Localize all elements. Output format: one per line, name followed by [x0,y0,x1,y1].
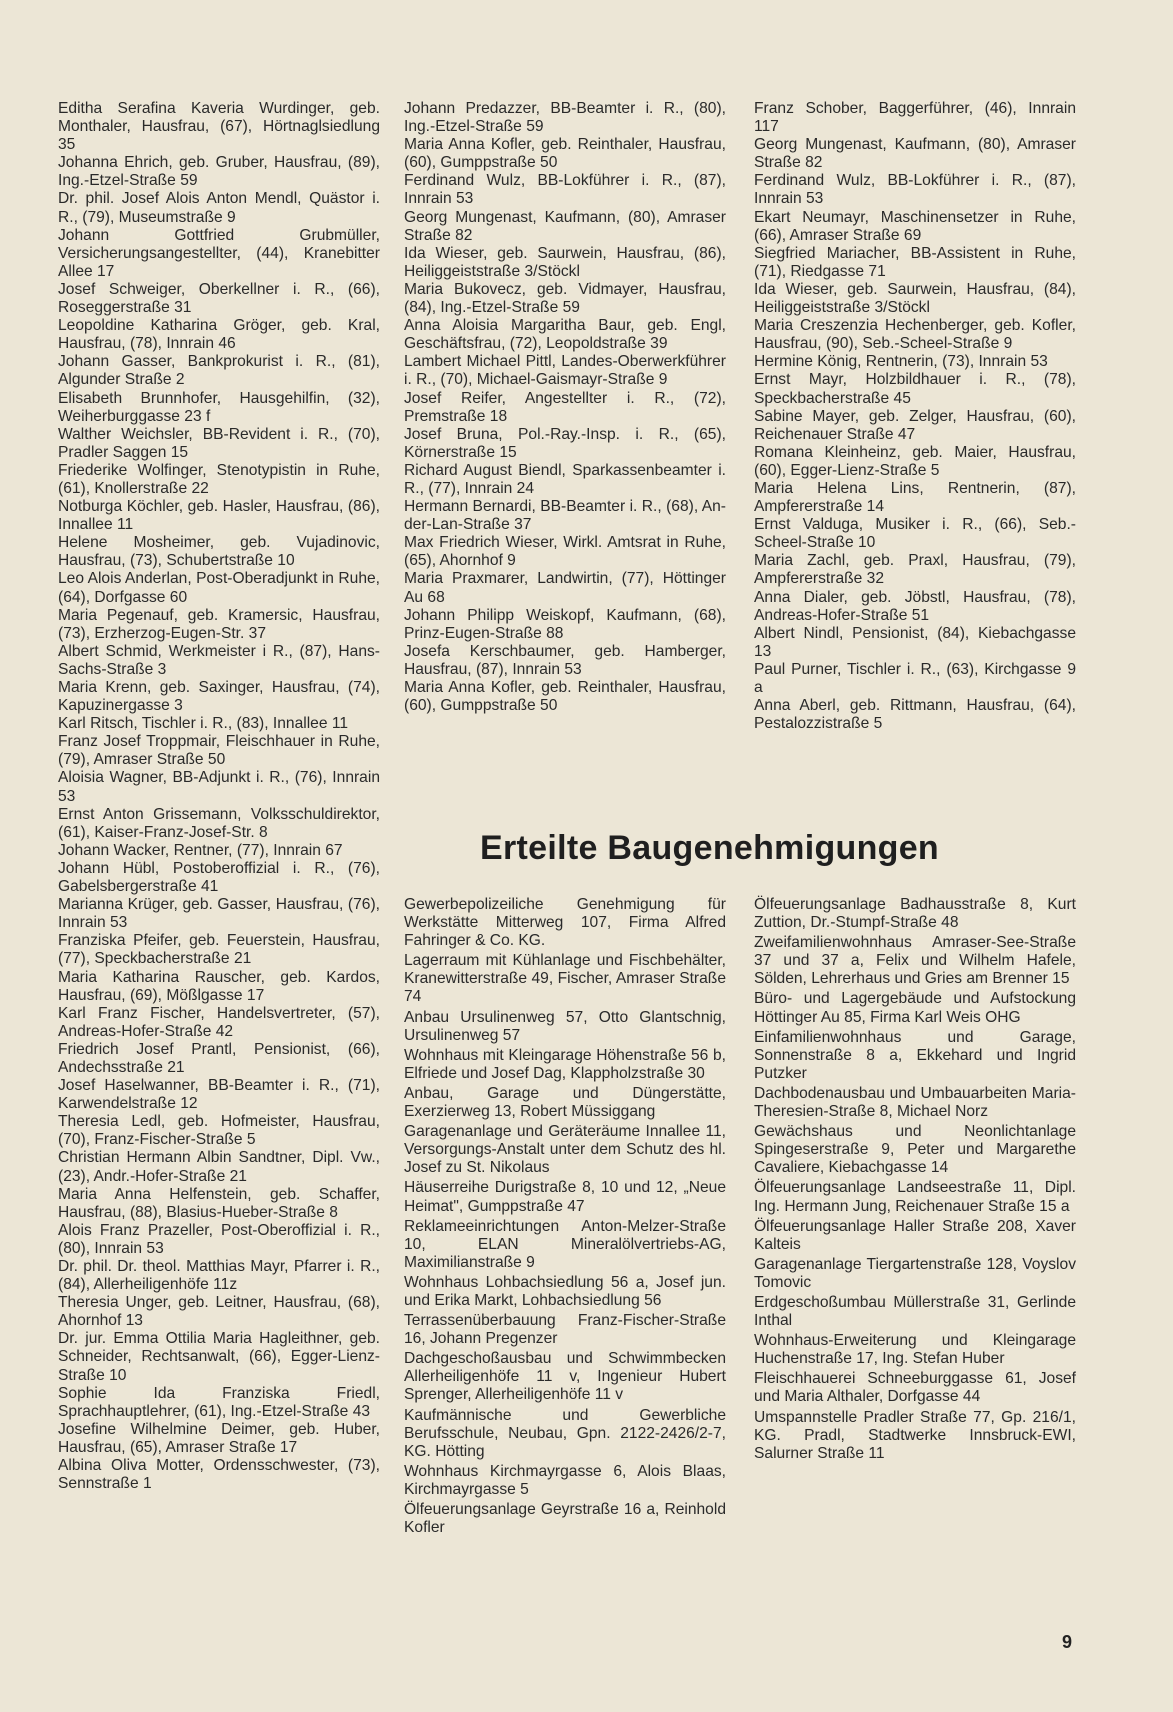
list-item: Max Friedrich Wieser, Wirkl. Amtsrat in Ruhe, (65), Ahornhof 9 [404,534,726,570]
list-item: Dachgeschoßausbau und Schwimmbecken Allerheiligenhöfe 11 v, Ingenieur Hubert Sprenger, Allerheiligenhöfe 11 v [404,1350,726,1404]
list-item: Fleischhauerei Schneeburggasse 61, Josef und Maria Althaler, Dorfgasse 44 [754,1370,1076,1406]
list-item: Anna Aloisia Margaritha Baur, geb. Engl, Geschäftsfrau, (72), Leopoldstraße 39 [404,317,726,353]
list-item: Karl Ritsch, Tischler i. R., (83), Innallee 11 [58,715,349,733]
list-item: Wohnhaus Lohbachsiedlung 56 a, Josef jun. und Erika Markt, Lohbachsiedlung 56 [404,1273,726,1309]
list-item: Kaufmännische und Gewerbliche Berufsschule, Neubau, Gpn. 2122-2426/2-7, KG. Hötting [404,1406,726,1460]
list-item: Josef Bruna, Pol.-Ray.-Insp. i. R., (65), Körnerstraße 15 [404,425,726,461]
list-item: Maria Creszenzia Hechenberger, geb. Kofler, Hausfrau, (90), Seb.-Scheel-Straße 9 [754,317,1076,353]
section-heading: Erteilte Baugenehmigungen [480,829,939,867]
list-item: Johanna Ehrich, geb. Gruber, Hausfrau, (89), Ing.-Etzel-Straße 59 [58,154,380,190]
list-item: Walther Weichsler, BB-Revident i. R., (70), Pradler Saggen 15 [58,425,380,461]
list-item: Josef Schweiger, Oberkellner i. R., (66), Roseggerstraße 31 [58,280,380,317]
building-permits-right [754,896,1076,1465]
list-item: Franziska Pfeifer, geb. Feuerstein, Hausfrau, (77), Speckbacherstraße 21 [58,932,380,968]
list-item: Sabine Mayer, geb. Zelger, Hausfrau, (60), Reichenauer Straße 47 [754,407,1076,443]
list-item: Garagenanlage Tiergartenstraße 128, Voyslov Tomovic [754,1255,1076,1291]
list-item: Siegfried Mariacher, BB-Assistent in Ruhe, (71), Riedgasse 71 [754,244,1076,280]
list-item: Leopoldine Katharina Gröger, geb. Kral, Hausfrau, (78), Innrain 46 [58,317,380,353]
list-item: Helene Mosheimer, geb. Vujadinovic, Hausfrau, (73), Schubertstraße 10 [58,534,380,570]
list-item: Dr. phil. Josef Alois Anton Mendl, Quästor i. R., (79), Museumstraße 9 [58,190,380,226]
list-item: Anbau Ursulinenweg 57, Otto Glantschnig, Ursulinenweg 57 [404,1008,726,1044]
list-item: Georg Mungenast, Kaufmann, (80), Amraser Straße 82 [404,208,726,244]
list-item: Maria Katharina Rauscher, geb. Kardos, Hausfrau, (69), Mößlgasse 17 [58,968,380,1004]
list-item: Franz Schober, Baggerführer, (46), Innrain 117 [754,100,1076,136]
list-item: Aloisia Wagner, BB-Adjunkt i. R., (76), Innrain 53 [58,769,380,805]
list-item: Johann Hübl, Postoberoffizial i. R., (76), Gabelsbergerstraße 41 [58,859,380,896]
list-item: Anna Dialer, geb. Jöbstl, Hausfrau, (78), Andreas-Hofer-Straße 51 [754,588,1076,624]
list-item: Maria Zachl, geb. Praxl, Hausfrau, (79), Ampfererstraße 32 [754,552,1076,588]
list-item: Gewerbepolizeiliche Genehmigung für Werkstätte Mitterweg 107, Firma Alfred Fahringer & Co. KG. [404,896,726,950]
list-item: Einfamilienwohnhaus und Garage, Sonnenstraße 8 a, Ekkehard und Ingrid Putzker [754,1028,1076,1082]
list-item: Ekart Neumayr, Maschinensetzer in Ruhe, (66), Amraser Straße 69 [754,208,1076,244]
list-item: Maria Anna Helfenstein, geb. Schaffer, Hausfrau, (88), Blasius-Hueber-Straße 8 [58,1185,380,1221]
list-item: Wohnhaus Kirchmayrgasse 6, Alois Blaas, Kirchmayrgasse 5 [404,1462,726,1498]
list-item: Reklameeinrichtungen Anton-Melzer-Straße 10, ELAN Mineralölvertriebs-AG, Maximilianstraße 9 [404,1217,726,1271]
death-notices-column-1 [58,100,380,1493]
list-item: Gewächshaus und Neonlichtanlage Spingeserstraße 9, Peter und Margarethe Cavaliere, Kiebachgasse 14 [754,1123,1076,1177]
list-item: Ölfeuerungsanlage Geyrstraße 16 a, Reinhold Kofler [404,1501,726,1537]
list-item: Johann Philipp Weiskopf, Kaufmann, (68), Prinz-Eugen-Straße 88 [404,606,726,642]
list-item: Hermann Bernardi, BB-Beamter i. R., (68), An-der-Lan-Straße 37 [404,498,726,534]
list-item: Lagerraum mit Kühlanlage und Fischbehälter, Kranewitterstraße 49, Fischer, Amraser Straße 74 [404,952,726,1006]
list-item: Ernst Mayr, Holzbildhauer i. R., (78), Speckbacherstraße 45 [754,371,1076,407]
list-item: Johann Gottfried Grubmüller, Versicherungsangestellter, (44), Kranebitter Allee 17 [58,226,380,280]
list-item: Maria Anna Kofler, geb. Reinthaler, Hausfrau, (60), Gumppstraße 50 [404,136,726,172]
list-item: Marianna Krüger, geb. Gasser, Hausfrau, (76), Innrain 53 [58,896,380,932]
list-item: Dr. phil. Dr. theol. Matthias Mayr, Pfarrer i. R., (84), Allerheiligenhöfe 11z [58,1258,380,1294]
building-permits-left [404,896,726,1539]
list-item: Erdgeschoßumbau Müllerstraße 31, Gerlinde Inthal [754,1293,1076,1330]
list-item: Ferdinand Wulz, BB-Lokführer i. R., (87), Innrain 53 [754,172,1076,208]
death-notices-column-3 [754,100,1076,733]
list-item: Josef Haselwanner, BB-Beamter i. R., (71), Karwendelstraße 12 [58,1077,380,1113]
list-item: Notburga Köchler, geb. Hasler, Hausfrau, (86), Innallee 11 [58,498,380,534]
list-item: Ölfeuerungsanlage Haller Straße 208, Xaver Kalteis [754,1217,1076,1253]
list-item: Paul Purner, Tischler i. R., (63), Kirchgasse 9 a [754,660,1076,696]
page-number: 9 [1062,1632,1073,1652]
list-item: Anbau, Garage und Düngerstätte, Exerzierweg 13, Robert Müssiggang [404,1084,726,1121]
list-item: Franz Josef Troppmair, Fleischhauer in Ruhe, (79), Amraser Straße 50 [58,733,380,769]
list-item: Büro- und Lagergebäude und Aufstockung Höttinger Au 85, Firma Karl Weis OHG [754,990,1076,1026]
list-item: Garagenanlage und Geräteräume Innallee 11, Versorgungs-Anstalt unter dem Schutz des hl. Josef zu St. Nikolaus [404,1123,726,1177]
list-item: Wohnhaus mit Kleingarage Höhenstraße 56 b, Elfriede und Josef Dag, Klappholzstraße 30 [404,1046,726,1082]
list-item: Johann Wacker, Rentner, (77), Innrain 67 [58,841,343,859]
list-item: Albina Oliva Motter, Ordensschwester, (73), Sennstraße 1 [58,1457,380,1493]
list-item: Friederike Wolfinger, Stenotypistin in Ruhe, (61), Knollerstraße 22 [58,461,380,497]
list-item: Ölfeuerungsanlage Badhausstraße 8, Kurt Zuttion, Dr.-Stumpf-Straße 48 [754,896,1076,932]
list-item: Ida Wieser, geb. Saurwein, Hausfrau, (86), Heiliggeiststraße 3/Stöckl [404,244,726,280]
list-item: Zweifamilienwohnhaus Amraser-See-Straße 37 und 37 a, Felix und Wilhelm Hafele, Sölden, Lehrerhaus und Gries am Brenner 15 [754,934,1076,988]
list-item: Josef Reifer, Angestellter i. R., (72), Premstraße 18 [404,389,726,425]
list-item: Anna Aberl, geb. Rittmann, Hausfrau, (64), Pestalozzistraße 5 [754,697,1076,733]
list-item: Josefine Wilhelmine Deimer, geb. Huber, Hausfrau, (65), Amraser Straße 17 [58,1420,380,1456]
list-item: Richard August Biendl, Sparkassenbeamter i. R., (77), Innrain 24 [404,461,726,497]
list-item: Karl Franz Fischer, Handelsvertreter, (57), Andreas-Hofer-Straße 42 [58,1004,380,1040]
list-item: Ida Wieser, geb. Saurwein, Hausfrau, (84), Heiliggeiststraße 3/Stöckl [754,280,1076,317]
list-item: Ölfeuerungsanlage Landseestraße 11, Dipl. Ing. Hermann Jung, Reichenauer Straße 15 a [754,1179,1076,1215]
list-item: Christian Hermann Albin Sandtner, Dipl. Vw., (23), Andr.-Hofer-Straße 21 [58,1149,380,1185]
list-item: Josefa Kerschbaumer, geb. Hamberger, Hausfrau, (87), Innrain 53 [404,642,726,678]
list-item: Dr. jur. Emma Ottilia Maria Hagleithner, geb. Schneider, Rechtsanwalt, (66), Egger-Lienz-Straße 10 [58,1330,380,1384]
list-item: Lambert Michael Pittl, Landes-Oberwerkführer i. R., (70), Michael-Gaismayr-Straße 9 [404,353,726,389]
death-notices-column-2 [404,100,726,715]
list-item: Albert Nindl, Pensionist, (84), Kiebachgasse 13 [754,624,1076,660]
list-item: Umspannstelle Pradler Straße 77, Gp. 216/1, KG. Pradl, Stadtwerke Innsbruck-EWI, Salurner Straße 11 [754,1408,1076,1462]
list-item: Friedrich Josef Prantl, Pensionist, (66), Andechsstraße 21 [58,1040,380,1076]
list-item: Wohnhaus-Erweiterung und Kleingarage Huchenstraße 17, Ing. Stefan Huber [754,1332,1076,1368]
list-item: Maria Bukovecz, geb. Vidmayer, Hausfrau, (84), Ing.-Etzel-Straße 59 [404,280,726,317]
list-item: Leo Alois Anderlan, Post-Oberadjunkt in Ruhe, (64), Dorfgasse 60 [58,570,380,606]
list-item: Alois Franz Prazeller, Post-Oberoffizial i. R., (80), Innrain 53 [58,1221,380,1257]
list-item: Dachbodenausbau und Umbauarbeiten Maria-Theresien-Straße 8, Michael Norz [754,1084,1076,1121]
list-item: Ernst Valduga, Musiker i. R., (66), Seb.-Scheel-Straße 10 [754,516,1076,552]
list-item: Maria Praxmarer, Landwirtin, (77), Höttinger Au 68 [404,570,726,606]
list-item: Terrassenüberbauung Franz-Fischer-Straße 16, Johann Pregenzer [404,1312,726,1348]
list-item: Maria Pegenauf, geb. Kramersic, Hausfrau, (73), Erzherzog-Eugen-Str. 37 [58,606,380,642]
list-item: Editha Serafina Kaveria Wurdinger, geb. Monthaler, Hausfrau, (67), Hörtnaglsiedlung 35 [58,100,380,154]
list-item: Häuserreihe Durigstraße 8, 10 und 12, „Neue Heimat", Gumppstraße 47 [404,1179,726,1215]
list-item: Albert Schmid, Werkmeister i R., (87), Hans-Sachs-Straße 3 [58,642,380,678]
list-item: Johann Predazzer, BB-Beamter i. R., (80), Ing.-Etzel-Straße 59 [404,100,726,136]
list-item: Georg Mungenast, Kaufmann, (80), Amraser Straße 82 [754,136,1076,172]
list-item: Johann Gasser, Bankprokurist i. R., (81), Algunder Straße 2 [58,353,380,389]
list-item: Elisabeth Brunnhofer, Hausgehilfin, (32), Weiherburggasse 23 f [58,389,380,425]
list-item: Maria Krenn, geb. Saxinger, Hausfrau, (74), Kapuzinergasse 3 [58,679,380,715]
list-item: Theresia Unger, geb. Leitner, Hausfrau, (68), Ahornhof 13 [58,1294,380,1330]
list-item: Maria Helena Lins, Rentnerin, (87), Ampfererstraße 14 [754,479,1076,516]
list-item: Hermine König, Rentnerin, (73), Innrain 53 [754,353,1048,371]
list-item: Theresia Ledl, geb. Hofmeister, Hausfrau, (70), Franz-Fischer-Straße 5 [58,1113,380,1149]
list-item: Romana Kleinheinz, geb. Maier, Hausfrau, (60), Egger-Lienz-Straße 5 [754,443,1076,479]
list-item: Sophie Ida Franziska Friedl, Sprachhauptlehrer, (61), Ing.-Etzel-Straße 43 [58,1384,380,1420]
list-item: Ferdinand Wulz, BB-Lokführer i. R., (87), Innrain 53 [404,172,726,208]
list-item: Ernst Anton Grissemann, Volksschuldirektor, (61), Kaiser-Franz-Josef-Str. 8 [58,805,380,841]
list-item: Maria Anna Kofler, geb. Reinthaler, Hausfrau, (60), Gumppstraße 50 [404,679,726,715]
